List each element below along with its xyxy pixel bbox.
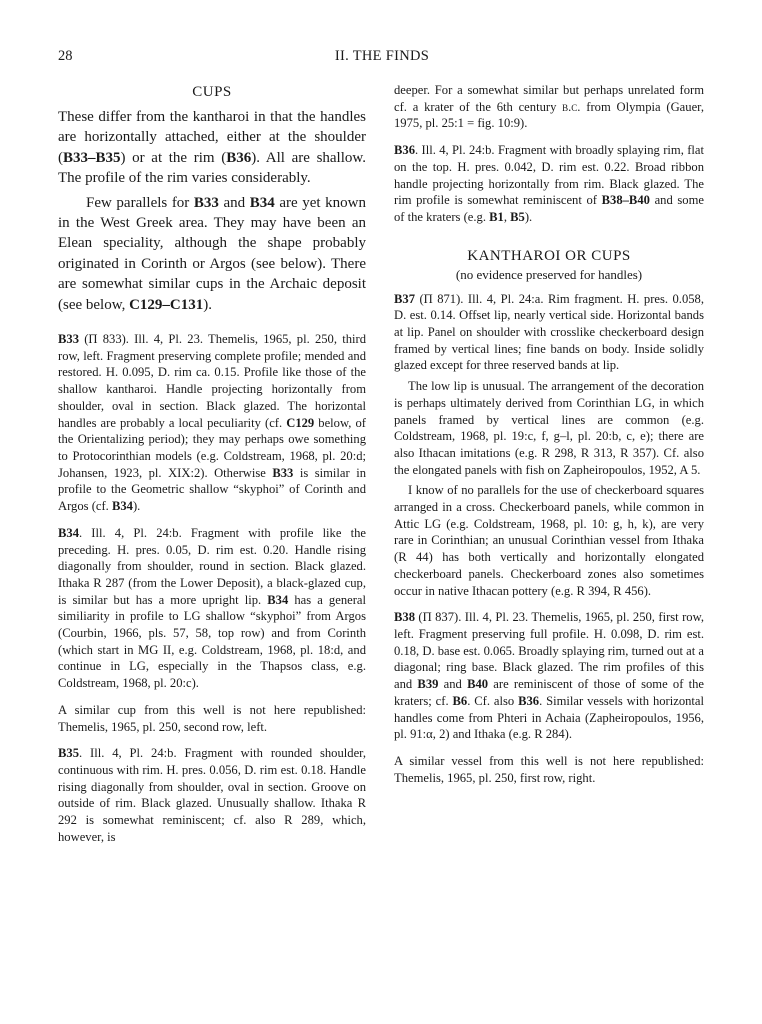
- cups-intro-paragraph: These differ from the kantharoi in that the handles are horizontally attached, either at the shoulder (B33–B35) or at the rim (B36). All are shallow. The profile of the rim varies considerably.: [58, 109, 367, 187]
- left-column: [58, 84, 366, 845]
- checkerboard-paragraph: I know of no parallels for the use of checkerboard squares arranged in a cross. Checkerboard panels, while common in Attic LG (e.g. Coldstream, 1968, pl. 10: g, h, k), are very rare in Corinthian; an unusual Corinthian vessel from Ithaka (R 44) has both vertically and horizontally elongated checkerboard panels. Checkerboard zones also sometimes occur in native Ithacan pottery (e.g. R 394, R 456).: [394, 483, 704, 598]
- cups-heading: CUPS: [192, 84, 232, 100]
- entry-b35: B35. Ill. 4, Pl. 24:b. Fragment with rounded shoulder, continuous with rim. H. pres. 0.056, D. rim est. 0.18. Handle rising diagonally from shoulder, oval in section. Groove on outside of rim. Black glazed. Unusually shallow. Ithaka R 292 is somewhat reminiscent; cf. also R 289, which, however, is: [58, 746, 366, 844]
- running-head: II. THE FINDS: [334, 48, 430, 64]
- entry-b34: B34. Ill. 4, Pl. 24:b. Fragment with profile like the preceding. H. pres. 0.05, D. rim est. 0.20. Handle rising diagonally from shoulder, round in section. Black glazed. Ithaka R 287 (from the Lower Deposit), a black-glazed cup, is similar but has a more upright lip. B34 has a general similiarity in profile to LG shallow “skyphoi” from Argos (Courbin, 1966, pls. 57, 58, top row) and from Corinth (which start in MG II, e.g. Coldstream, 1968, pl. 18:d, and continue in LG, especially in the Thapsos class, e.g. Coldstream, 1968, pl. 20:c).: [58, 525, 366, 691]
- page-number: 28: [58, 48, 73, 64]
- entry-b33: B33 (Π 833). Ill. 4, Pl. 23. Themelis, 1965, pl. 250, third row, left. Fragment preserving complete profile; mended and restored. H. 0.095, D. rim ca. 0.15. Profile like those of the shallow kantharoi. Handle projecting horizontally from shoulder, oval in section. Black glazed. The horizontal handles are probably a local peculiarity (cf. C129 below, of the Orientalizing period); they may perhaps owe something to Protocorinthian models (e.g. Coldstream, 1968, pl. 20:d; Johansen, 1923, pl. XIX:2). Otherwise B33 is similar in profile to the Geometric shallow “skyphoi” of Corinth and Argos (cf. B34).: [58, 332, 366, 514]
- similar-cup-note: A similar cup from this well is not here republished: Themelis, 1965, pl. 250, second row, left.: [58, 702, 366, 734]
- entry-b37: B37 (Π 871). Ill. 4, Pl. 24:a. Rim fragment. H. pres. 0.058, D. est. 0.14. Offset lip, nearly vertical side. Horizontal bands at lip. Panel on shoulder with crosslike checkerboard design framed by vertical lines; fine bands on body. Inside solidly glazed except for three reserved bands at lip.: [394, 291, 704, 373]
- kantharoi-heading: KANTHAROI OR CUPS: [467, 247, 631, 264]
- low-lip-paragraph: The low lip is unusual. The arrangement of the decoration is perhaps ultimately derived from Corinthian LG, in which panels framed by vertical lines are common (e.g. Coldstream, 1968, pl. 19:c, f, g–l, pl. 20:b, c, e); there are also Ithacan imitations (e.g. R 298, R 313, R 357). Cf. also the elongated panels with fish on Zapheiropoulos, 1952, A 5.: [394, 379, 704, 477]
- entry-b38: B38 (Π 837). Ill. 4, Pl. 23. Themelis, 1965, pl. 250, first row, left. Fragment preserving full profile. H. 0.098, D. rim est. 0.18, D. base est. 0.065. Broadly splaying rim, turned out at a diagonal; ring base. Black glazed. The rim profiles of this and B39 and B40 are reminiscent of those of some of the kraters; cf. B6. Cf. also B36. Similar vessels with horizontal handles come from Phteri in Achaia (Zapheiropoulos, 1956, pl. 91:α, 2) and Ithaka (e.g. R 284).: [394, 610, 705, 742]
- page-header: [58, 48, 706, 70]
- parallels-paragraph: Few parallels for B33 and B34 are yet known in the West Greek area. They may have been an Elean speciality, although the shape probably originated in Corinth or Argos (see below). There are somewhat similar cups in the Archaic deposit (see below, C129–C131).: [58, 194, 366, 313]
- similar-vessel-note: A similar vessel from this well is not here republished: Themelis, 1965, pl. 250, first row, right.: [394, 753, 704, 785]
- entry-b36: B36. Ill. 4, Pl. 24:b. Fragment with broadly splaying rim, flat on the top. H. pres. 0.042, D. rim est. 0.22. Broad ribbon handle projecting horizontally from rim. Black glazed. The rim profile is somewhat reminiscent of B38–B40 and some of the kraters (e.g. B1, B5).: [394, 143, 704, 224]
- right-column: [394, 82, 704, 786]
- entry-b35-continued: deeper. For a somewhat similar but perhaps unrelated form cf. a krater of the 6th century b.c. from Olympia (Gauer, 1975, pl. 25:1 = fig. 10:9).: [394, 83, 704, 131]
- kantharoi-subheading: (no evidence preserved for handles): [455, 266, 643, 282]
